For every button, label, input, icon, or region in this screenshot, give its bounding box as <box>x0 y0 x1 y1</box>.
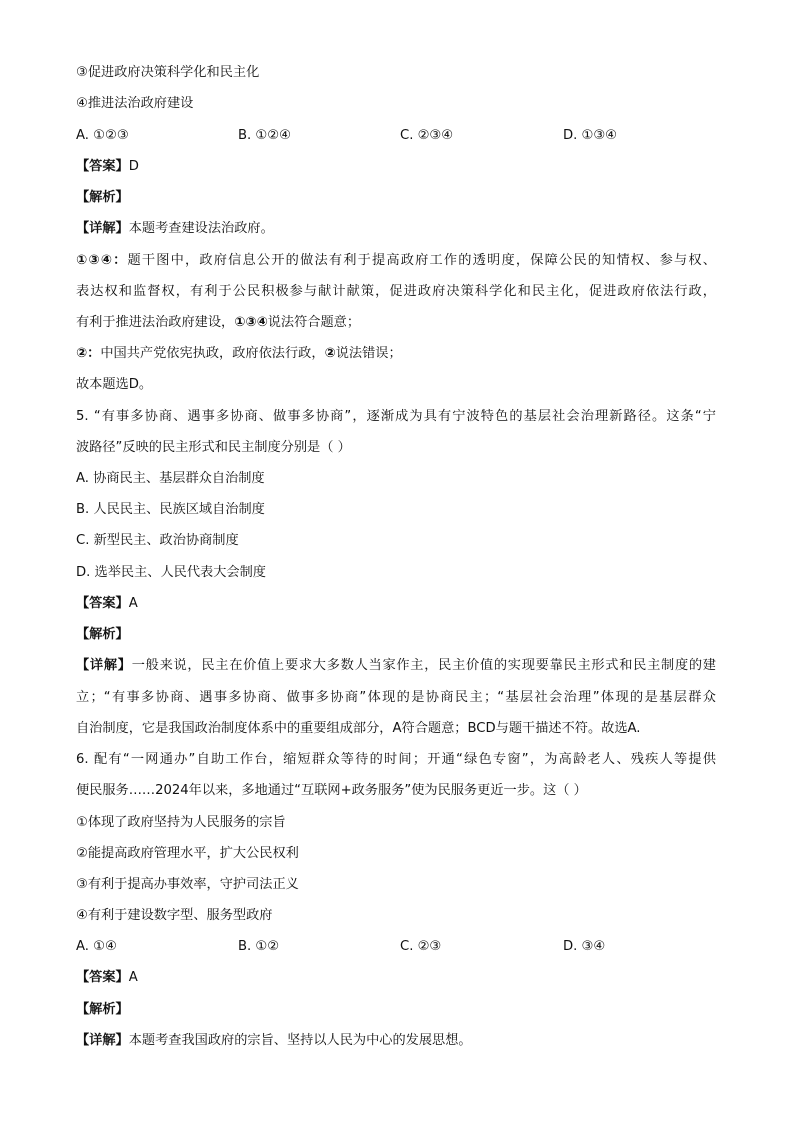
answer-label: 【答案】 <box>76 159 129 174</box>
detail-label: 【详解】 <box>76 1033 129 1048</box>
detail-label: 【详解】 <box>76 658 132 673</box>
explanation-ref: ② <box>324 346 336 361</box>
q4-answer <box>76 158 139 176</box>
option-d: D. ③④ <box>563 939 606 954</box>
option-c: C. ②③ <box>400 939 442 954</box>
q5-stem-line-1: 5. “有事多协商、遇事多协商、做事多协商”，逐渐成为具有宁波特色的基层社会治理新路径。这条“宁 <box>76 409 716 424</box>
q5-stem-line-2: 波路径”反映的民主形式和民主制度分别是（ ） <box>76 440 351 455</box>
q4-conclusion: 故本题选D。 <box>76 377 153 392</box>
explanation-ref: ①③④ <box>234 315 268 330</box>
option-b: B. ①② <box>238 939 280 954</box>
q4-explanation-line-2: 表达权和监督权，有利于公民积极参与献计献策，促进政府决策科学化和民主化，促进政府依法行政， <box>76 284 716 299</box>
q4-analysis-label: 【解析】 <box>76 190 129 205</box>
explanation-text: 中国共产党依宪执政，政府依法行政， <box>100 346 325 361</box>
q5-option-a: A. 协商民主、基层群众自治制度 <box>76 471 265 486</box>
statement-4: ④推进法治政府建设 <box>76 96 194 111</box>
q6-options <box>76 938 716 956</box>
explanation-text: 题干图中，政府信息公开的做法有利于提高政府工作的透明度，保障公民的知情权、参与权、 <box>127 253 716 268</box>
answer-value: D <box>128 159 139 174</box>
explanation-label: ②： <box>76 346 101 361</box>
detail-text: 一般来说，民主在价值上要求大多数人当家作主，民主价值的实现要靠民主形式和民主制度的建 <box>131 658 716 673</box>
explanation-text: 有利于推进法治政府建设， <box>76 315 235 330</box>
q6-stem-line-2: 便民服务……2024年以来，多地通过“互联网+政务服务”使为民服务更近一步。这（ ） <box>76 783 587 798</box>
q5-detail-line-3: 自治制度，它是我国政治制度体系中的重要组成部分，A符合题意；BCD与题干描述不符。故选A. <box>76 721 641 736</box>
q5-option-b: B. 人民民主、民族区域自治制度 <box>76 502 265 517</box>
q4-detail <box>76 220 274 238</box>
detail-label: 【详解】 <box>76 221 129 236</box>
answer-label: 【答案】 <box>76 970 129 985</box>
option-b: B. ①②④ <box>238 128 291 143</box>
q5-answer <box>76 595 138 613</box>
explanation-label: ①③④： <box>76 253 128 268</box>
q6-statement-1: ①体现了政府坚持为人民服务的宗旨 <box>76 815 286 830</box>
q5-analysis-label: 【解析】 <box>76 627 129 642</box>
q6-statement-4: ④有利于建设数字型、服务型政府 <box>76 908 273 923</box>
option-a: A. ①④ <box>76 939 117 954</box>
q6-analysis-label: 【解析】 <box>76 1002 129 1017</box>
answer-label: 【答案】 <box>76 596 129 611</box>
q6-statement-2: ②能提高政府管理水平，扩大公民权利 <box>76 846 299 861</box>
option-d: D. ①③④ <box>563 128 618 143</box>
option-c: C. ②③④ <box>400 128 454 143</box>
q4-options <box>76 127 716 145</box>
explanation-text: 说法符合题意； <box>267 315 361 330</box>
q4-explanation-line-1 <box>76 252 716 270</box>
q5-detail-line-1 <box>76 657 716 675</box>
q4-explanation-line-4 <box>76 345 402 363</box>
explanation-text: 说法错误； <box>335 346 402 361</box>
answer-value: A <box>128 596 138 611</box>
q4-explanation-line-3 <box>76 314 360 332</box>
q5-detail-line-2: 立；“有事多协商、遇事多协商、做事多协商”体现的是协商民主；“基层社会治理”体现的是基层群众 <box>76 690 716 705</box>
q6-statement-3: ③有利于提高办事效率，守护司法正义 <box>76 877 299 892</box>
q6-stem-line-1: 6. 配有“一网通办”自助工作台，缩短群众等待的时间；开通“绿色专窗”，为高龄老人、残疾人等提供 <box>76 752 716 767</box>
detail-text: 本题考查建设法治政府。 <box>128 221 274 236</box>
q5-option-d: D. 选举民主、人民代表大会制度 <box>76 565 266 580</box>
answer-value: A <box>128 970 138 985</box>
q6-answer <box>76 969 138 987</box>
q6-detail <box>76 1032 472 1050</box>
statement-3: ③促进政府决策科学化和民主化 <box>76 65 260 80</box>
detail-text: 本题考查我国政府的宗旨、坚持以人民为中心的发展思想。 <box>128 1033 472 1048</box>
q5-option-c: C. 新型民主、政治协商制度 <box>76 533 239 548</box>
option-a: A. ①②③ <box>76 128 129 143</box>
